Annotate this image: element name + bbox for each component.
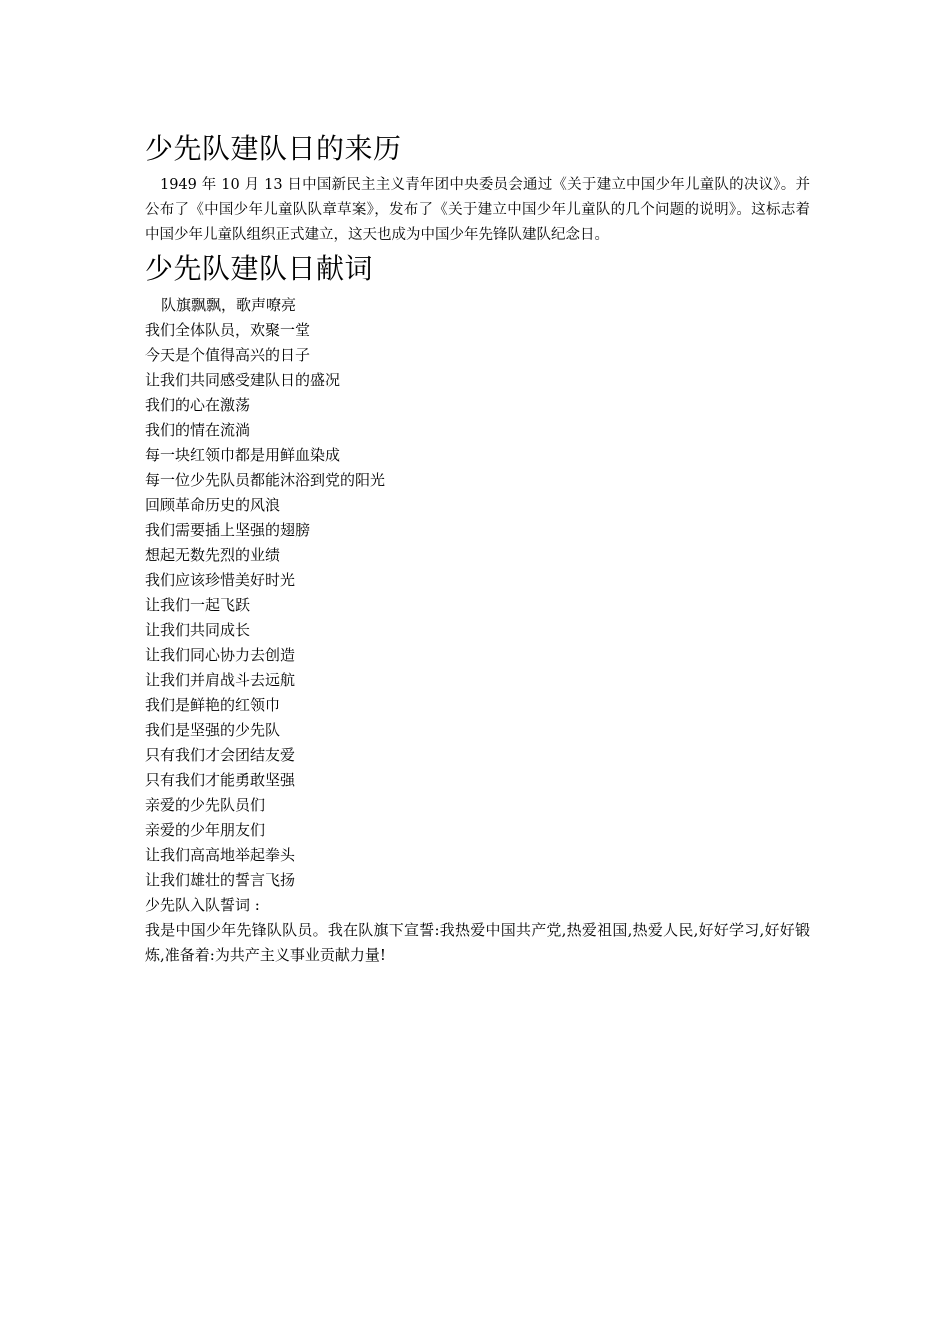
- poem-line: 想起无数先烈的业绩: [145, 546, 281, 564]
- poem-line: 队旗飘飘，歌声嘹亮: [161, 296, 297, 314]
- poem-line: 我们是坚强的少先队: [145, 721, 281, 739]
- poem-line: 亲爱的少年朋友们: [145, 821, 266, 839]
- poem-line: 今天是个值得高兴的日子: [145, 346, 311, 364]
- poem-line: 每一块红领巾都是用鲜血染成: [145, 446, 341, 464]
- poem-line: 我们是鲜艳的红领巾: [145, 696, 281, 714]
- poem-line: 让我们共同感受建队日的盛况: [145, 371, 341, 389]
- oath-paragraph: 我是中国少年先锋队队员。我在队旗下宣誓:我热爱中国共产党,热爱祖国,热爱人民,好好学习,好好锻炼,准备着:为共产主义事业贡献力量!: [145, 921, 810, 964]
- poem-line: 每一位少先队员都能沐浴到党的阳光: [145, 471, 386, 489]
- poem-line: 回顾革命历史的风浪: [145, 496, 281, 514]
- document-page: [145, 128, 810, 968]
- poem-block: [145, 293, 810, 918]
- poem-line: 让我们一起飞跃: [145, 596, 251, 614]
- poem-line: 我们应该珍惜美好时光: [145, 571, 296, 589]
- poem-line: 让我们高高地举起拳头: [145, 846, 296, 864]
- heading-dedication: 少先队建队日献词: [145, 252, 374, 285]
- poem-line: 我们的情在流淌: [145, 421, 251, 439]
- poem-line: 让我们雄壮的誓言飞扬: [145, 871, 296, 889]
- poem-line: 让我们并肩战斗去远航: [145, 671, 296, 689]
- poem-line: 只有我们才能勇敢坚强: [145, 771, 296, 789]
- poem-line: 我们的心在激荡: [145, 396, 251, 414]
- poem-line: 让我们共同成长: [145, 621, 251, 639]
- heading-origin: 少先队建队日的来历: [145, 132, 402, 165]
- poem-line: 我们需要插上坚强的翅膀: [145, 521, 311, 539]
- poem-line: 亲爱的少先队员们: [145, 796, 266, 814]
- poem-line: 让我们同心协力去创造: [145, 646, 296, 664]
- intro-paragraph: 1949 年 10 月 13 日中国新民主主义青年团中央委员会通过《关于建立中国少年儿童队的决议》。并公布了《中国少年儿童队队章草案》，发布了《关于建立中国少年儿童队的几个问题的说明》。这标志着中国少年儿童队组织正式建立，这天也成为中国少年先锋队建队纪念日。: [145, 177, 810, 243]
- poem-line: 我们全体队员，欢聚一堂: [145, 321, 311, 339]
- oath-heading: 少先队入队誓词 :: [145, 896, 260, 914]
- poem-line: 只有我们才会团结友爱: [145, 746, 296, 764]
